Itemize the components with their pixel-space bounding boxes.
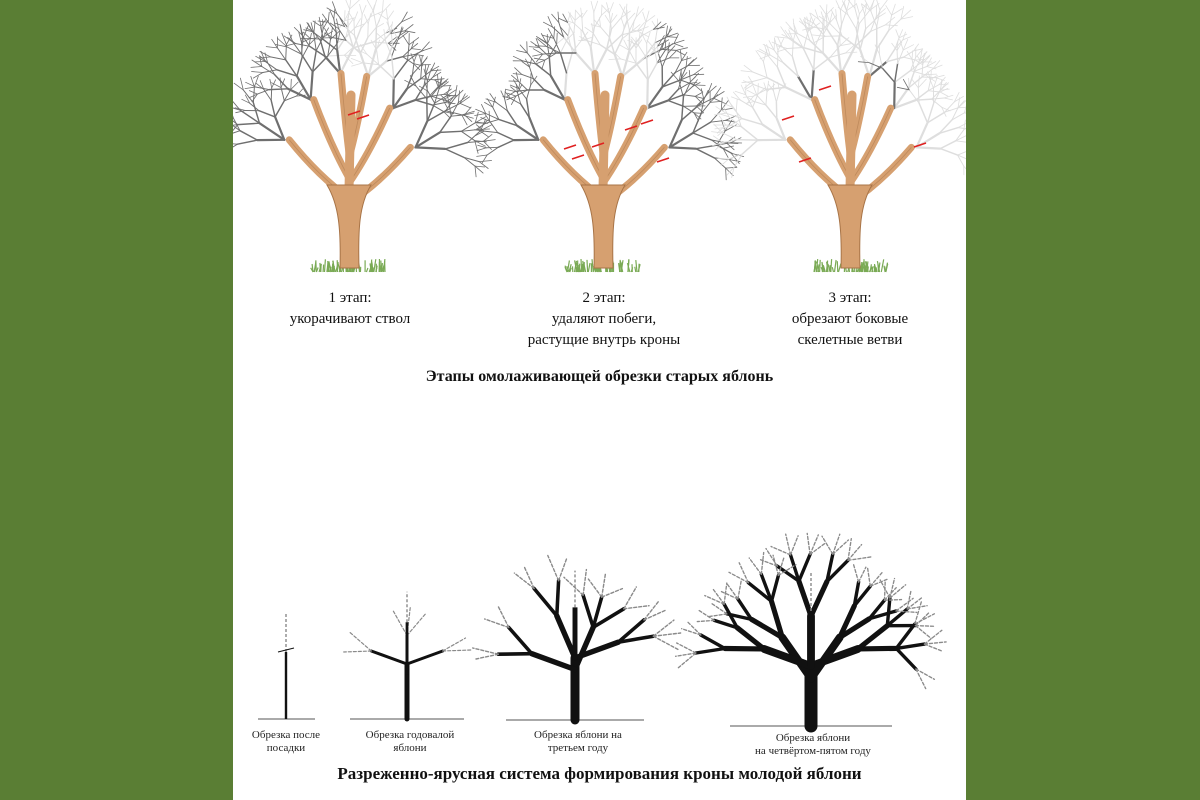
stage-1-caption	[250, 288, 450, 330]
cut-mark	[819, 86, 831, 90]
step-2-caption	[345, 729, 475, 755]
old-apple-tree-2	[475, 1, 744, 272]
stage-3-text: обрезают боковые	[791, 311, 909, 327]
step-2-line-1: Обрезка годовалой	[365, 729, 455, 741]
old-apple-tree-1	[233, 0, 495, 272]
stage-3-text-2: скелетные ветви	[797, 332, 903, 348]
stage-2-caption	[489, 288, 719, 351]
young-tree-step-2	[344, 592, 471, 719]
cut-mark	[572, 155, 584, 159]
step-4-line-1: Обрезка яблони	[775, 732, 851, 744]
step-2-line-2: яблони	[393, 742, 427, 754]
step-1-line-2: посадки	[266, 742, 306, 754]
pruning-illustration	[233, 0, 966, 800]
young-tree-step-4	[676, 533, 947, 726]
step-1-line-1: Обрезка после	[251, 729, 321, 741]
stage-2-title: 2 этап:	[582, 290, 626, 306]
young-tree-step-3	[473, 556, 681, 721]
old-apple-tree-3	[712, 0, 967, 272]
cut-mark	[564, 145, 576, 149]
step-3-line-1: Обрезка яблони на	[534, 729, 622, 741]
stage-3-title: 3 этап:	[828, 290, 872, 306]
cut-mark	[641, 120, 653, 124]
illustration-panel	[233, 0, 966, 800]
stage-1-title: 1 этап:	[328, 290, 372, 306]
cut-mark	[782, 116, 794, 120]
top-section-title: Этапы омолаживающей обрезки старых яблонь	[425, 368, 774, 385]
young-tree-step-1	[258, 612, 315, 719]
step-3-caption	[508, 729, 648, 755]
step-4-line-2: на четвёртом-пятом году	[755, 745, 871, 757]
stage-3-caption	[745, 288, 955, 351]
stage-2-text-2: растущие внутрь кроны	[527, 332, 681, 348]
bottom-section-title: Разреженно-ярусная система формирования кроны молодой яблони	[337, 764, 862, 783]
step-4-caption	[723, 732, 903, 758]
stage-2-text: удаляют побеги,	[551, 311, 657, 327]
step-1-caption	[241, 729, 331, 755]
step-3-line-2: третьем году	[547, 742, 609, 754]
stage-1-text: укорачивают ствол	[289, 311, 411, 327]
